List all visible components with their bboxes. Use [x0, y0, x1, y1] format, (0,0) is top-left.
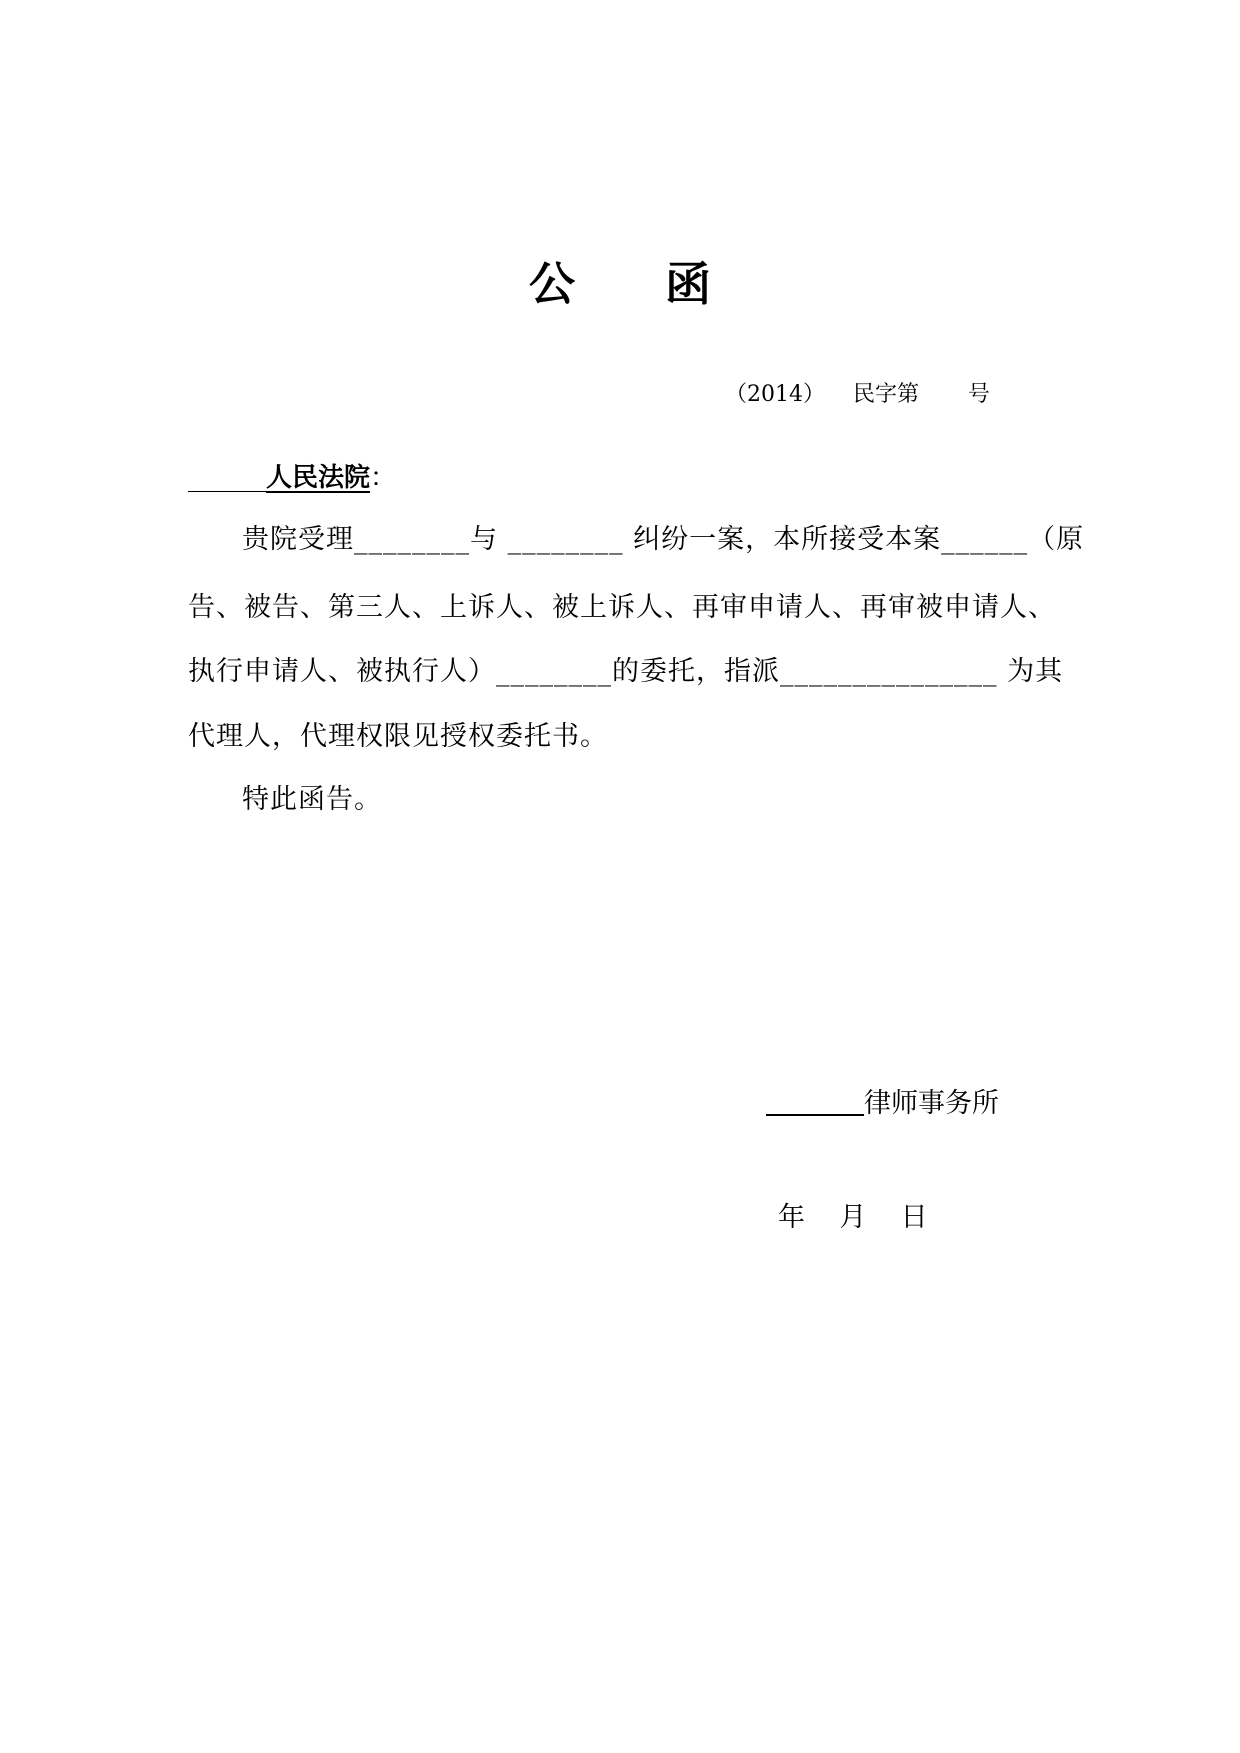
court-blank: ______	[188, 463, 266, 493]
firm-name-blank	[766, 1114, 864, 1116]
salutation-colon: ：	[370, 463, 397, 493]
law-firm-signature	[766, 1086, 999, 1122]
page-title: 公函	[529, 257, 801, 311]
law-firm-label: 律师事务所	[864, 1088, 999, 1119]
salutation	[188, 460, 396, 496]
body-line-1: 贵院受理________与 ________ 纠纷一案，本所接受本案______（原	[242, 524, 1085, 555]
reference-number: （2014） 民字第 号	[725, 382, 990, 407]
court-name: 人民法院	[266, 463, 371, 493]
body-line-2: 告、被告、第三人、上诉人、被上诉人、再审申请人、再审被申请人、	[188, 592, 1056, 623]
body-line-3: 执行申请人、被执行人）________的委托，指派_______________ 为其	[188, 656, 1064, 687]
closing-line: 特此函告。	[242, 784, 382, 815]
body-line-4: 代理人，代理权限见授权委托书。	[188, 721, 608, 752]
date-line: 年 月 日	[778, 1202, 928, 1233]
